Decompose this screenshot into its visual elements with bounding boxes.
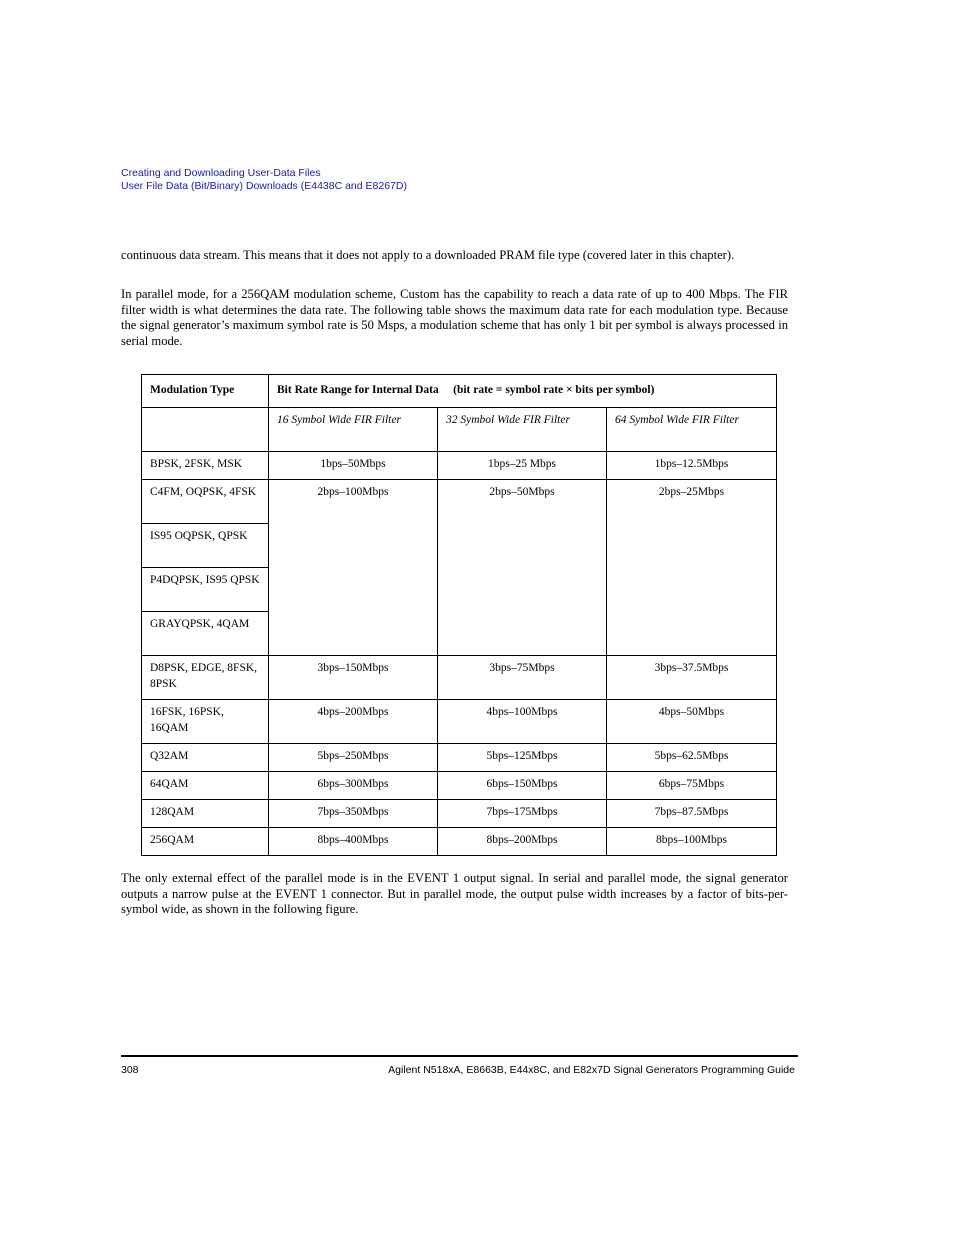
rate-cell-64: 2bps–25Mbps bbox=[607, 480, 777, 656]
table-row bbox=[142, 772, 777, 800]
rate-cell-64: 8bps–100Mbps bbox=[607, 828, 777, 856]
modulation-cell: C4FM, OQPSK, 4FSK bbox=[142, 480, 269, 524]
header-modulation-type: Modulation Type bbox=[142, 375, 269, 408]
table-row bbox=[142, 480, 777, 524]
subheader-32-symbol: 32 Symbol Wide FIR Filter bbox=[438, 408, 607, 452]
table-row bbox=[142, 800, 777, 828]
subheader-64-symbol: 64 Symbol Wide FIR Filter bbox=[607, 408, 777, 452]
rate-cell-64: 1bps–12.5Mbps bbox=[607, 452, 777, 480]
subheader-empty-cell bbox=[142, 408, 269, 452]
rate-cell-16: 1bps–50Mbps bbox=[269, 452, 438, 480]
table-row bbox=[142, 828, 777, 856]
modulation-cell: Q32AM bbox=[142, 744, 269, 772]
table-subheader-row bbox=[142, 408, 777, 452]
header-bit-rate-note: (bit rate = symbol rate × bits per symbol) bbox=[453, 384, 655, 397]
modulation-cell: GRAYQPSK, 4QAM bbox=[142, 612, 269, 656]
rate-cell-32: 4bps–100Mbps bbox=[438, 700, 607, 744]
breadcrumb bbox=[121, 167, 407, 192]
table-row bbox=[142, 700, 777, 744]
rate-cell-64: 7bps–87.5Mbps bbox=[607, 800, 777, 828]
rate-cell-32: 8bps–200Mbps bbox=[438, 828, 607, 856]
rate-cell-16: 8bps–400Mbps bbox=[269, 828, 438, 856]
rate-cell-64: 4bps–50Mbps bbox=[607, 700, 777, 744]
footer-guide-title: Agilent N518xA, E8663B, E44x8C, and E82x7D Signal Generators Programming Guide bbox=[388, 1064, 795, 1076]
rate-cell-32: 6bps–150Mbps bbox=[438, 772, 607, 800]
rate-cell-64: 5bps–62.5Mbps bbox=[607, 744, 777, 772]
rate-cell-16: 6bps–300Mbps bbox=[269, 772, 438, 800]
modulation-cell: P4DQPSK, IS95 QPSK bbox=[142, 568, 269, 612]
bit-rate-table bbox=[141, 374, 777, 856]
rate-cell-16: 3bps–150Mbps bbox=[269, 656, 438, 700]
rate-cell-16: 4bps–200Mbps bbox=[269, 700, 438, 744]
modulation-cell: IS95 OQPSK, QPSK bbox=[142, 524, 269, 568]
rate-cell-16: 2bps–100Mbps bbox=[269, 480, 438, 656]
rate-cell-32: 7bps–175Mbps bbox=[438, 800, 607, 828]
breadcrumb-section[interactable]: User File Data (Bit/Binary) Downloads (E4438C and E8267D) bbox=[121, 179, 407, 192]
table-header-row bbox=[142, 375, 777, 408]
modulation-cell: 128QAM bbox=[142, 800, 269, 828]
modulation-cell: BPSK, 2FSK, MSK bbox=[142, 452, 269, 480]
subheader-16-symbol: 16 Symbol Wide FIR Filter bbox=[269, 408, 438, 452]
rate-cell-32: 3bps–75Mbps bbox=[438, 656, 607, 700]
body-paragraph-continuation: continuous data stream. This means that it does not apply to a downloaded PRAM file type (covered later in this chapter). bbox=[121, 248, 735, 262]
body-paragraph-parallel-mode: In parallel mode, for a 256QAM modulation scheme, Custom has the capability to reach a data rate of up to 400 Mbps. The FIR filter width is what determines the data rate. The following table shows the maximum data rate for each modulation type. Because the signal generator’s maximum symbol rate is 50 Msps, a modulation scheme that has only 1 bit per symbol is always processed in serial mode. bbox=[121, 287, 788, 348]
rate-cell-32: 1bps–25 Mbps bbox=[438, 452, 607, 480]
rate-cell-64: 6bps–75Mbps bbox=[607, 772, 777, 800]
table-row bbox=[142, 656, 777, 700]
modulation-cell: 256QAM bbox=[142, 828, 269, 856]
header-bit-rate-title: Bit Rate Range for Internal Data bbox=[277, 384, 439, 397]
rate-cell-16: 5bps–250Mbps bbox=[269, 744, 438, 772]
modulation-cell: D8PSK, EDGE, 8FSK, 8PSK bbox=[142, 656, 269, 700]
page-number: 308 bbox=[121, 1064, 139, 1076]
breadcrumb-chapter[interactable]: Creating and Downloading User-Data Files bbox=[121, 167, 321, 179]
table-row bbox=[142, 744, 777, 772]
rate-cell-32: 2bps–50Mbps bbox=[438, 480, 607, 656]
modulation-cell: 64QAM bbox=[142, 772, 269, 800]
header-bit-rate-range bbox=[269, 375, 777, 408]
footer-divider bbox=[121, 1055, 798, 1057]
modulation-cell: 16FSK, 16PSK, 16QAM bbox=[142, 700, 269, 744]
table-row bbox=[142, 452, 777, 480]
body-paragraph-event-output: The only external effect of the parallel mode is in the EVENT 1 output signal. In serial and parallel mode, the signal generator outputs a narrow pulse at the EVENT 1 connector. But in parallel mode, the output pulse width increases by a factor of bits-per-symbol wide, as shown in the following figure. bbox=[121, 871, 788, 917]
rate-cell-32: 5bps–125Mbps bbox=[438, 744, 607, 772]
rate-cell-16: 7bps–350Mbps bbox=[269, 800, 438, 828]
rate-cell-64: 3bps–37.5Mbps bbox=[607, 656, 777, 700]
